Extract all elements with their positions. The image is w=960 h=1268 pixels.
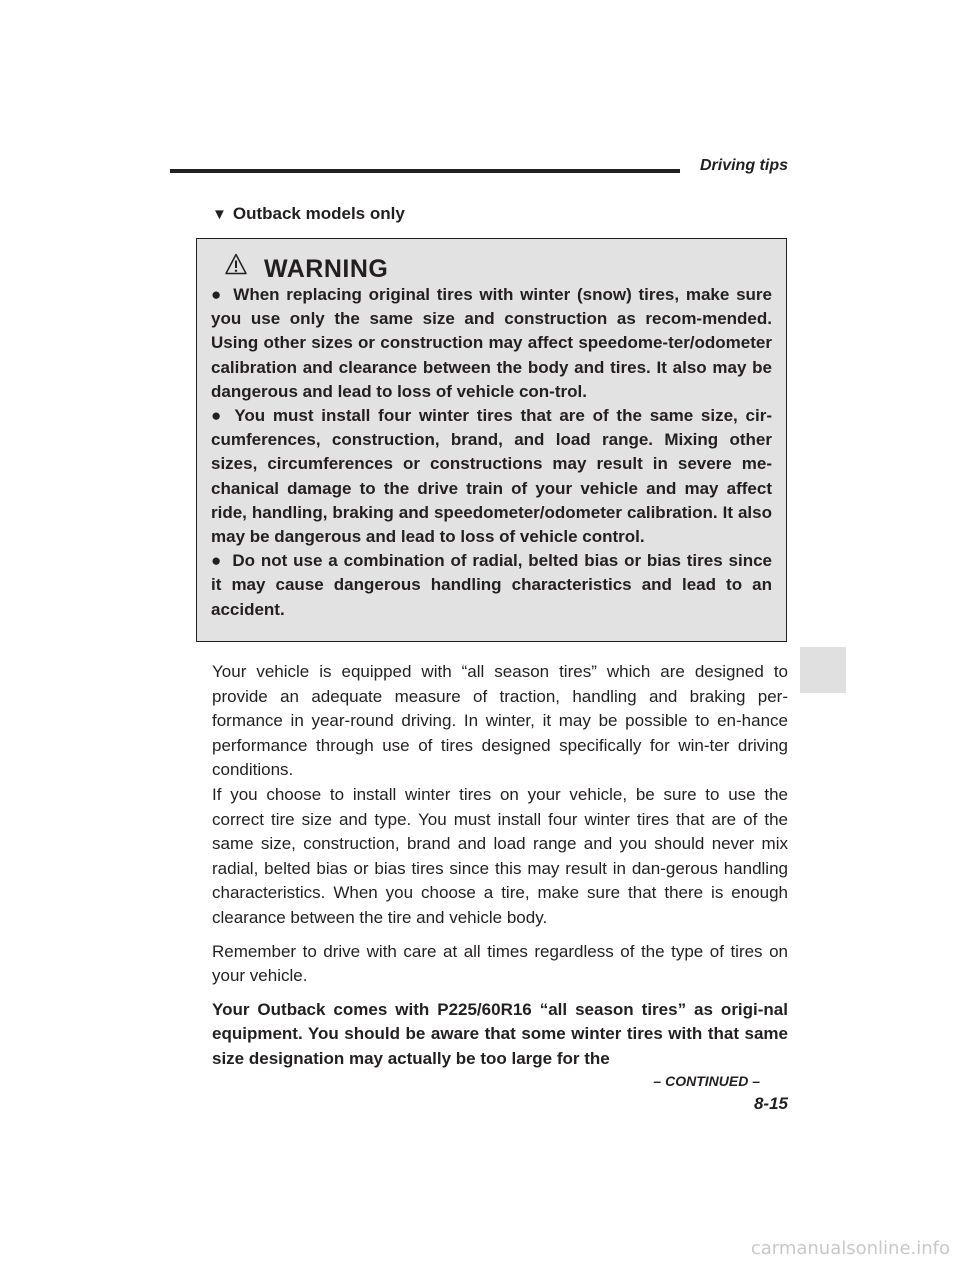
bullet-icon: ● <box>211 551 223 571</box>
body-paragraph: Remember to drive with care at all times regardless of the type of tires on your vehicle. <box>212 941 788 986</box>
bullet-icon: ● <box>211 406 225 426</box>
warning-header <box>211 251 772 283</box>
page-number: 8-15 <box>753 1094 788 1113</box>
watermark: carmanualsonline.info <box>750 1238 950 1259</box>
warning-item-text: When replacing original tires with winter (snow) tires, make sure you use only the same size and construction as recom-mended. Using other sizes or construction may affect speedome-ter/odometer calibration and clearance between the body and tires. It also may be dangerous and lead to loss of vehicle con-trol. <box>211 285 772 401</box>
body-paragraph: If you choose to install winter tires on your vehicle, be sure to use the correct tire size and type. You must install four winter tires that are of the same size, construction, brand and load range and you should never mix radial, belted bias or bias tires since this may result in dan-gerous handling characteristics. When you choose a tire, make sure that there is enough clearance between the tire and vehicle body. <box>212 784 788 927</box>
warning-item-text: Do not use a combination of radial, belted bias or bias tires since it may cause dangerous handling characteristics and lead to an accident. <box>211 551 772 619</box>
warning-item <box>211 404 772 549</box>
bullet-icon: ● <box>211 285 224 304</box>
warning-box <box>196 238 787 642</box>
body-paragraph: Your vehicle is equipped with “all season tires” which are designed to provide an adequate measure of traction, handling and braking per-formance in year-round driving. In winter, it may be possible to en-hance performance through use of tires designed specifically for win-ter driving conditions. <box>212 662 788 780</box>
section-title: Driving tips <box>699 157 788 174</box>
warning-triangle-icon <box>225 253 247 275</box>
bold-paragraph: Your Outback comes with P225/60R16 “all season tires” as origi-nal equipment. You should be aware that some winter tires with that same size designation may actually be too large for the <box>212 999 788 1068</box>
warning-item <box>211 283 772 404</box>
subheading-text: Outback models only <box>232 204 405 223</box>
header-rule <box>170 169 680 173</box>
warning-item-text: You must install four winter tires that are of the same size, cir-cumferences, construction, brand, and load range. Mixing other sizes, circumferences or constructions may result in severe me-chanical damage to the drive train of your vehicle and may affect ride, handling, braking and speedometer/odometer calibration. It also may be dangerous and lead to loss of vehicle control. <box>211 406 772 547</box>
continued-label: – CONTINUED – <box>653 1073 760 1089</box>
body-text <box>212 660 788 1072</box>
chapter-tab <box>800 647 846 693</box>
subheading <box>212 204 405 224</box>
triangle-marker-icon: ▼ <box>212 206 227 223</box>
warning-item <box>211 549 772 622</box>
warning-title: WARNING <box>264 255 389 283</box>
